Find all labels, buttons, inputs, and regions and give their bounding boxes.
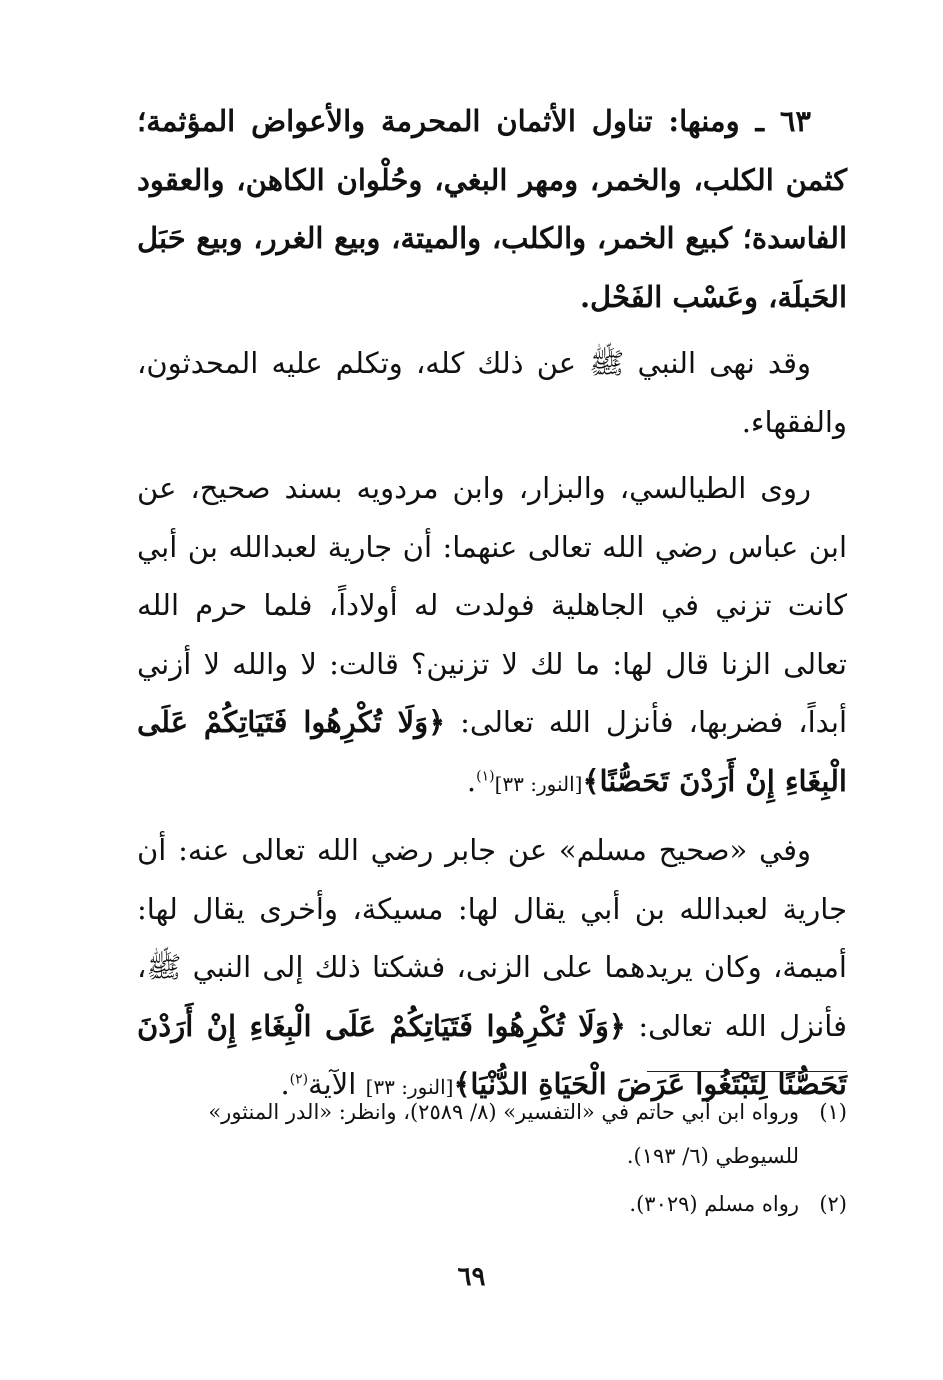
footnote-ref-1[interactable]: (١) — [476, 767, 495, 784]
footnote-text-1: ورواه ابن أبي حاتم في «التفسير» (٨/ ٢٥٨٩)، وانظر: «الدر المنثور» للسيوطي (٦/ ١٩٣). — [208, 1100, 799, 1168]
footnote-number-2: (٢) — [819, 1192, 847, 1216]
footnote-ref-2[interactable]: (٢) — [289, 1071, 309, 1088]
verse-citation-1: [النور: ٣٣] — [494, 771, 583, 796]
footnote-text-2: رواه مسلم (٣٠٢٩). — [629, 1192, 799, 1216]
main-text — [137, 92, 847, 1125]
verse-aya-label: الآية — [308, 1067, 357, 1101]
paragraph-narration-2 — [137, 821, 847, 1117]
footnote-2 — [137, 1182, 847, 1226]
footnote-separator — [647, 1071, 847, 1072]
narration-2-end: . — [280, 1067, 290, 1101]
heading-paragraph: ٦٣ ـ ومنها: تناول الأثمان المحرمة والأعواض المؤثمة؛ كثمن الكلب، والخمر، ومهر البغي، وحُلْوان الكاهن، والعقود الفاسدة؛ كبيع الخمر، والكلب، والميتة، وبيع الغرر، وبيع حَبَل الحَبلَة، وعَسْب الفَحْل. — [137, 104, 847, 314]
paragraph-narration-1 — [137, 459, 847, 813]
verse-citation-2: [النور: ٣٣] — [365, 1075, 454, 1099]
quran-verse-2: ﴿وَلَا تُكْرِهُوا فَتَيَاتِكُمْ عَلَى الْبِغَاءِ إِنْ أَرَدْنَ تَحَصُّنًا لِتَبْتَغُوا عَرَضَ الْحَيَاةِ الدُّنْيَا﴾ — [137, 1008, 847, 1101]
page-number: ٦٩ — [457, 1262, 486, 1292]
footnote-1 — [137, 1090, 847, 1178]
footnote-number-1: (١) — [819, 1100, 847, 1124]
quran-verse-1: ﴿وَلَا تُكْرِهُوا فَتَيَاتِكُمْ عَلَى الْبِغَاءِ إِنْ أَرَدْنَ تَحَصُّنًا﴾ — [137, 705, 847, 798]
narration-1-end: . — [466, 763, 477, 798]
paragraph-prohibition: وقد نهى النبي ﷺ عن ذلك كله، وتكلم عليه المحدثون، والفقهاء. — [137, 346, 847, 439]
narration-1-text: روى الطيالسي، والبزار، وابن مردويه بسند صحيح، عن ابن عباس رضي الله تعالى عنهما: أن جارية لعبدالله بن أبي كانت تزني في الجاهلية فولدت له أولاداً، فلما حرم الله تعالى الزنا قال لها: ما لك لا تزنين؟ قالت: لا والله لا أزني أبداً، فضربها، فأنزل الله تعالى: — [137, 471, 848, 739]
narration-2-text: وفي «صحيح مسلم» عن جابر رضي الله تعالى عنه: أن جارية لعبدالله بن أبي يقال لها: مسيكة، وأخرى يقال لها: أميمة، وكان يريدهما على الزنى، فشكتا ذلك إلى النبي ﷺ، فأنزل الله تعالى: — [137, 833, 848, 1043]
footnotes — [137, 1090, 847, 1230]
